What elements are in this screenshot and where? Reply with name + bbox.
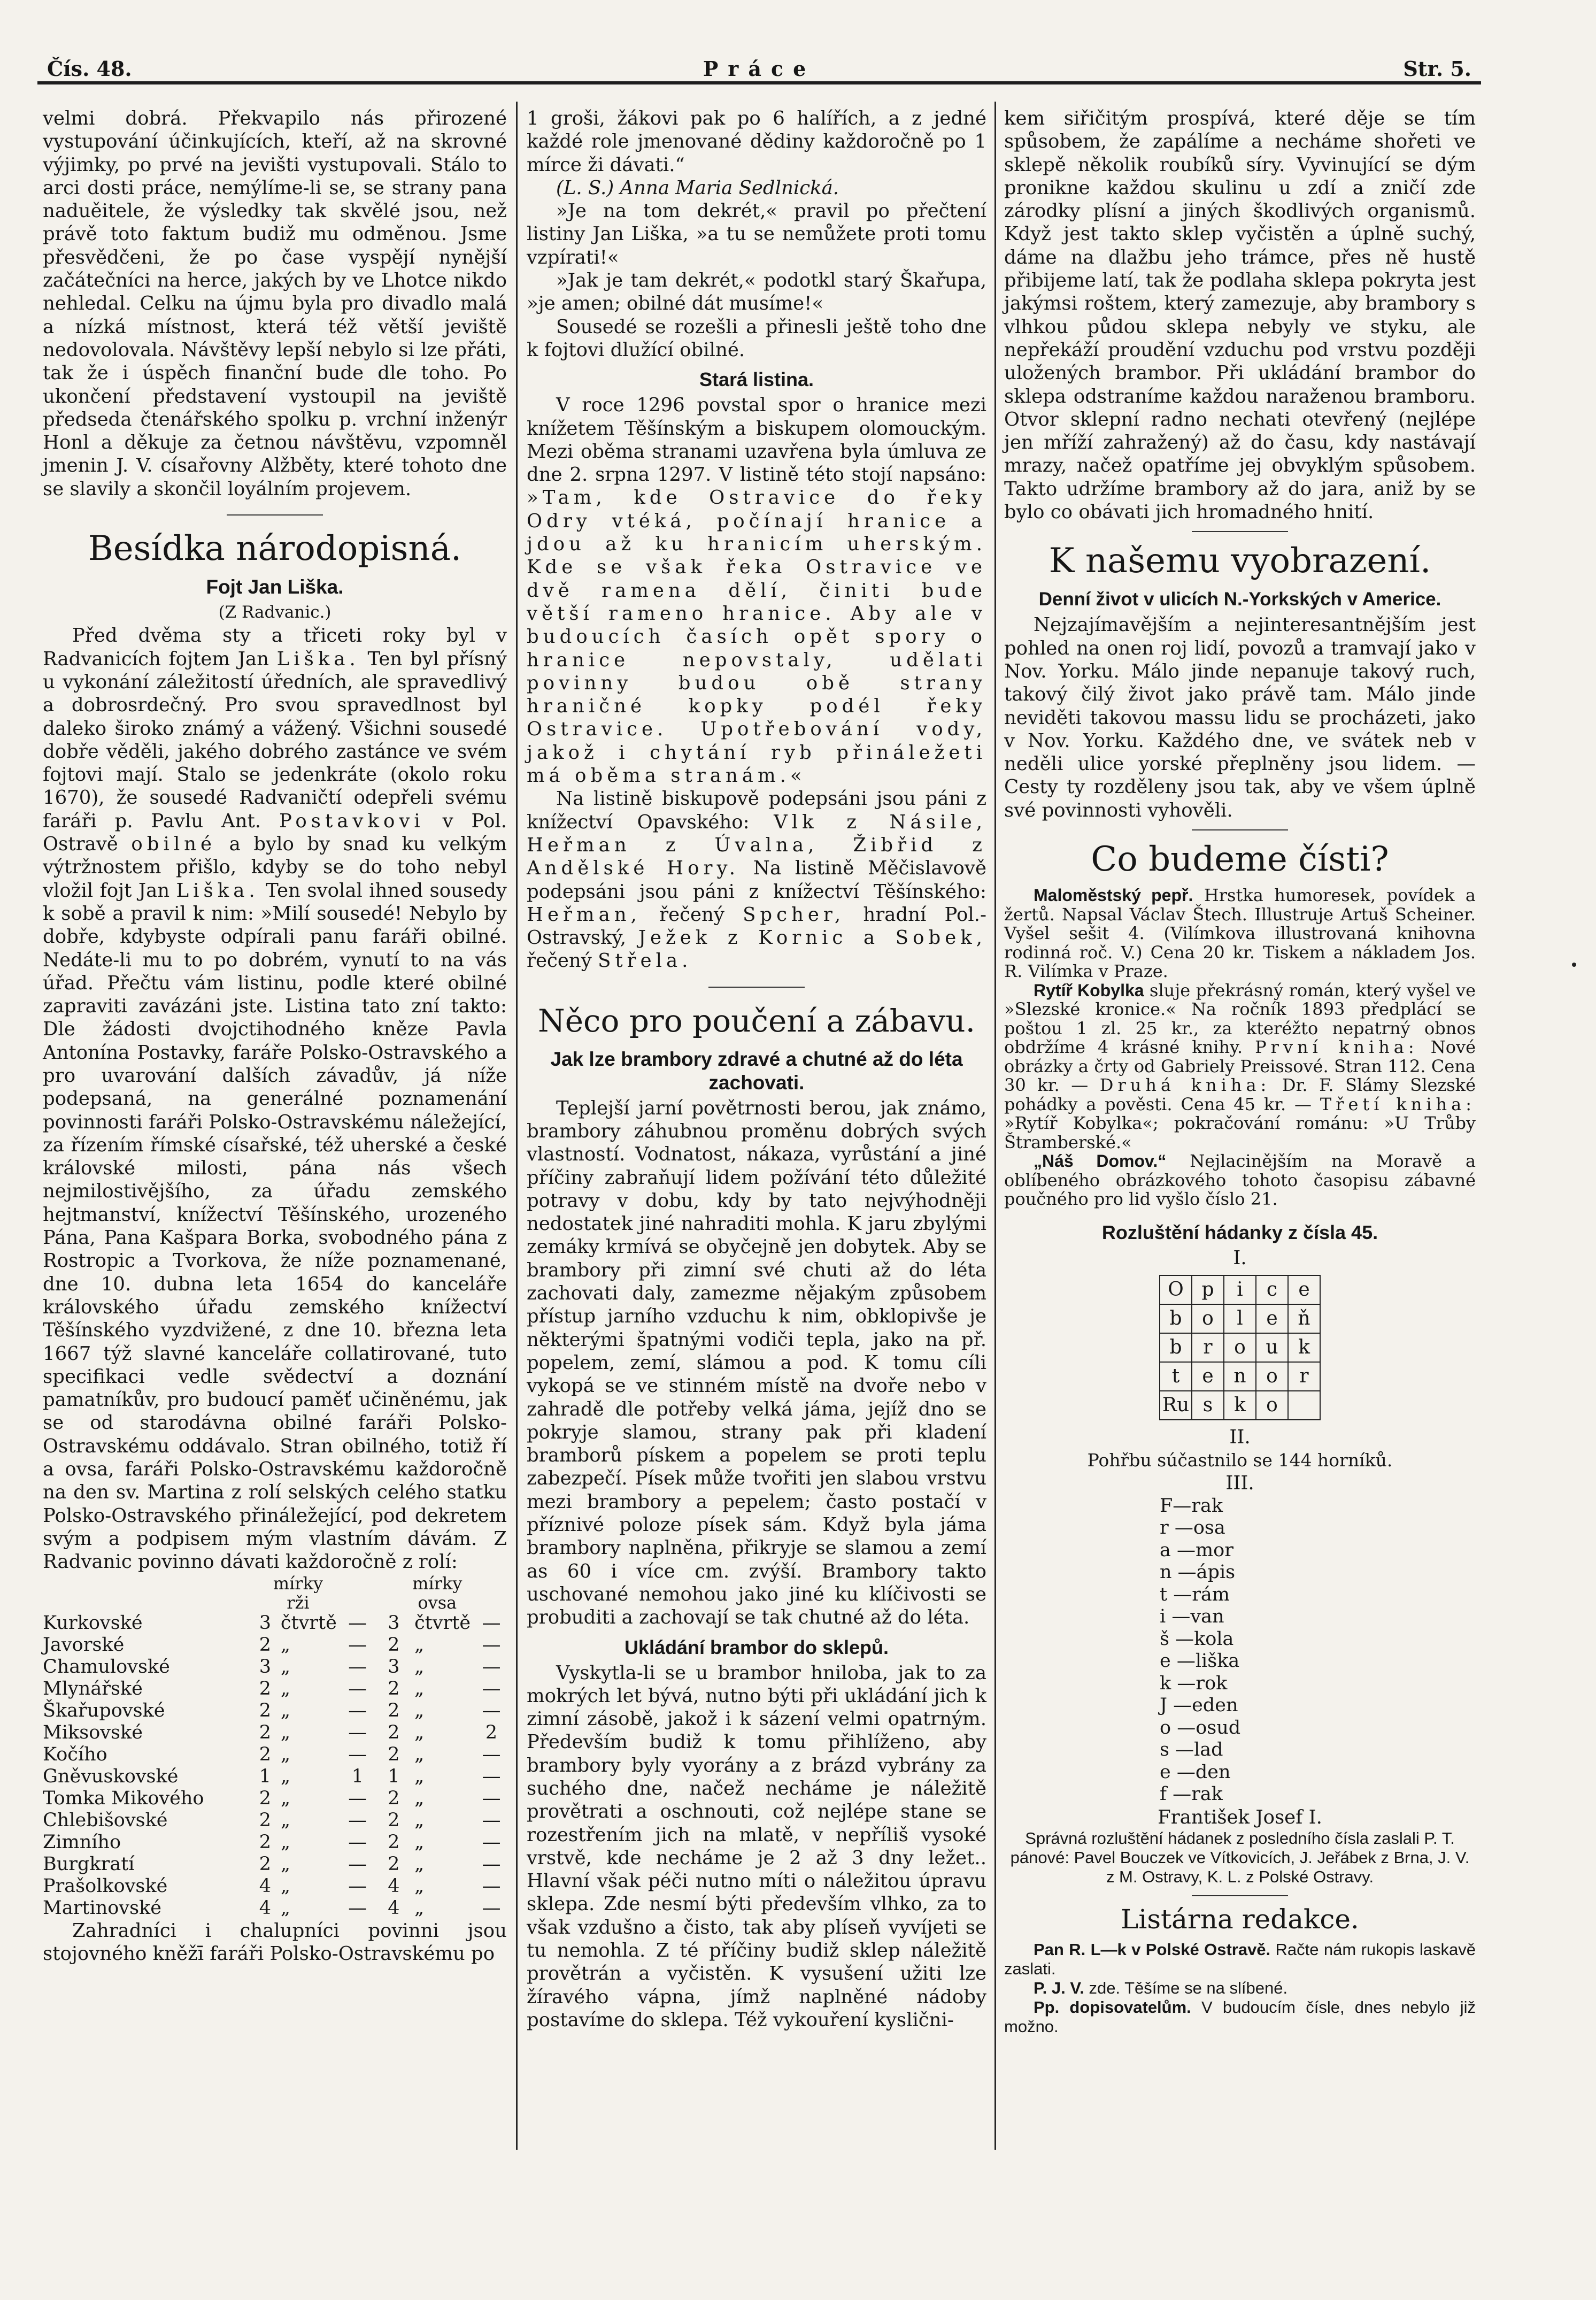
rye-extra: — [348,1831,367,1853]
duty-row-name: Kurkovské [43,1612,143,1634]
puzzle-word: n —ápis [1160,1561,1236,1583]
column-divider-1 [516,102,518,2150]
puzzle-word: t —rám [1160,1583,1230,1605]
review-nas-domov: „Náš Domov.“ Nejlacinějším na Moravě a oblíbeného obrázkového tohoto časopisu zábavné poučného pro lid vyšlo číslo 21. [1004,1151,1476,1210]
duty-row [43,1656,507,1678]
rye-extra: — [348,1853,367,1875]
duty-row [43,1700,507,1722]
duty-row-name: Gněvuskovské [43,1765,179,1787]
duty-row-name: Javorské [43,1634,125,1656]
oats-unit: „ [414,1634,425,1656]
rye-extra: — [348,1634,367,1656]
fojt-dialogue-1: »Je na tom dekrét,« pravil po přečtení listiny Jan Liška, »a tu se nemůžete proti tomu vzpírati!« [527,200,986,268]
rye-count: 2 [259,1634,271,1656]
oats-unit: „ [414,1831,425,1853]
oats-count: 3 [388,1612,400,1634]
rye-unit: „ [280,1699,290,1721]
oats-unit: „ [414,1743,425,1765]
puzzle-cell: b [1160,1304,1192,1333]
oats-unit: „ [414,1678,425,1699]
puzzle-cell: o [1256,1391,1288,1420]
oats-count: 2 [388,1809,400,1831]
puzzle-cell: o [1224,1333,1256,1362]
rye-extra: — [348,1678,367,1699]
rye-unit: „ [280,1831,290,1853]
duty-row-name: Chamulovské [43,1656,170,1678]
duty-row-name: Burgkratí [43,1853,135,1875]
listina-signature: (L. S.) Anna Maria Sedlnická. [556,176,839,199]
puzzle-cell [1288,1391,1320,1420]
puzzle-part-3-label: III. [1225,1472,1254,1495]
puzzle-grid-row [1160,1304,1320,1333]
separator [227,514,323,516]
duty-table-body [43,1612,507,1919]
rye-extra: — [348,1897,367,1919]
oats-count: 1 [388,1765,400,1787]
rye-count: 1 [259,1765,271,1787]
duty-row-name: Chlebišovské [43,1809,168,1831]
print-speck [1572,963,1576,967]
duty-table-header [43,1574,507,1612]
ukladani-text: Vyskytla-li se u brambor hniloba, jak to za mokrých let bývá, nutno býti při ukládání jich k zimní zásobě, jakož i k sázení velmi opatrným. Především budiž k tomu přihlíženo, aby brambory byly vyorány a z brázd vybrány za suchého dne, načež necháme je náležitě provětrati a oschnouti, což nejlépe stane se rozestřením jich na mlatě, v nepříliš vysoké vrstvě, kde necháme je 2 až 3 dny ležet.. Hlavní však péči nutno míti o náležitou úpravu sklepa. Zde nesmí býti především vlhko, za to však vzdušno a čisto, tak aby plíseň vyvíjeti se tu nemohla. Z té příčiny budiž sklep náležitě provětrán a vyčistěn. K vysušení užiti lze žíravého vápna, jímž naplněné nádoby postavíme do sklepa. Též vykouření kyslični- [527,1661,986,2031]
rye-count: 2 [259,1721,271,1743]
oats-extra: — [482,1612,501,1634]
newspaper-title: Práce [703,57,816,81]
column-2 [527,107,986,2032]
oats-unit: „ [414,1897,425,1919]
header-rule [37,81,1481,84]
article-title-stara-listina: Stará listina. [699,368,814,391]
duty-row-name: Mlynářské [43,1678,143,1699]
rye-count: 2 [259,1809,271,1831]
puzzle-word: š —kola [1160,1628,1234,1650]
puzzle-answer-2: Pohřbu súčastnilo se 144 horníků. [1087,1450,1393,1471]
oats-extra: — [482,1656,501,1678]
article-title-fojt: Fojt Jan Liška. [206,576,344,598]
puzzle-word: i —van [1160,1606,1224,1628]
puzzle-cell: O [1160,1275,1192,1304]
rye-count: 3 [259,1656,271,1678]
rye-extra: — [348,1721,367,1743]
rye-unit: „ [280,1634,290,1656]
duty-closing-text: Zahradníci i chalupníci povinni jsou stojovného kněžī faráři Polsko-Ostravskému po [43,1919,507,1965]
rye-count: 4 [259,1897,271,1919]
puzzle-cell: r [1192,1333,1224,1362]
oats-extra: — [482,1743,501,1765]
puzzle-word: F—rak [1160,1495,1223,1517]
column-divider-2 [994,102,996,2150]
rye-unit: čtvrtě [280,1612,337,1634]
article-title-new-york: Denní život v ulicích N.-Yorkských v Americe. [1038,589,1441,610]
listarna-item-3: Pp. dopisovatelům. V budoucím čísle, dnes nebylo již možno. [1004,1998,1476,2036]
rye-unit: „ [280,1765,290,1787]
puzzle-grid-row [1160,1391,1320,1420]
fojt-article-text: Před dvěma sty a třiceti roky byl v Radvanicích fojtem Jan Liška. Ten byl přísný u vykonání záležitostí úředních, ale spravedlivý a dobrosrdečný. Pro svou spravedlnost byl daleko široko známý a vážený. Všichni sousedé dobře věděli, jakého dobrého zastánce ve svém fojtovi mají. Stalo se jedenkráte (okolo roku 1670), že sousedé Radvaničtí odepřeli svému faráři p. Pavlu Ant. Postavkovi v Pol. Ostravě obilné a bylo by snad ku velkým výtržnostem přišlo, kdyby se do toho nebyl vložil fojt Jan Liška. Ten svolal ihned sousedy k sobě a pravil k nim: »Milí sousedé! Nebylo by dobře, kdybyste odpírali panu faráři obilné. Nedáte-li mu to po dobrém, vynutí to na vás úřad. Přečtu vám listinu, podle které obilné zapraviti zavázáni jste. Listina tato zní takto: Dle žádosti dvojctihodného kněze Pavla Antonína Postavky, faráře Polsko-Ostravského a pro uvarování dalších závadův, já níže podepsaná, na generálné poznamenání povinnosti faráři Polsko-Ostravskému náležející, za řízením římské císařské, též uherské a české královské milosti, pána nás všech nejmilostivějšího, za úřadu zemského hejtmanství, knížectví Těšínského, urozeného Pána, Pana Kašpara Borka, svobodného pána z Rostropic a Tvorkova, že níže poznamenané, dne 10. dubna leta 1654 do kanceláře královského úřadu zemského knížectví Těšínského vyzdvižené, z dne 10. března leta 1667 týž slavné kanceláře collatirované, tuto specifikaci vedle svědectví a doznání pamatníkův, pro budoucí paměť učiněnému, jak se od starodávna obilné faráři Polsko-Ostravskému oddávalo. Stran obilného, totiž ří a ovsa, faráři Polsko-Ostravskému každoročně na den sv. Martina z rolí selských celého statku Polsko-Ostravského přináležející, pod dekretem svým a podpisem mým vlastním dávám. Z Radvanic povinno dávati každoročně z rolí: [43,625,507,1573]
fojt-dialogue-2: »Jak je tam dekrét,« podotkl starý Škařupa, »je amen; obilné dát musíme!« [527,270,986,315]
duty-row [43,1853,507,1875]
rye-unit: „ [280,1787,290,1809]
section-title-vyobrazeni: K našemu vyobrazení. [1048,541,1431,581]
rye-extra: — [348,1787,367,1809]
puzzle-cell: k [1224,1391,1256,1420]
rye-count: 2 [259,1787,271,1809]
oats-unit: čtvrtě [414,1612,471,1634]
oats-unit: „ [414,1656,425,1678]
oats-unit: „ [414,1787,425,1809]
rye-extra: — [348,1612,367,1634]
duty-row [43,1634,507,1656]
separator [708,987,805,988]
puzzle-grid-row [1160,1362,1320,1391]
oats-unit: „ [414,1875,425,1897]
oats-extra: — [482,1787,501,1809]
puzzle-cell: o [1256,1362,1288,1391]
puzzle-word: e —den [1160,1761,1231,1783]
puzzle-cell: t [1160,1362,1192,1391]
oats-unit: „ [414,1853,425,1875]
rye-extra: — [348,1743,367,1765]
duty-row [43,1788,507,1810]
oats-count: 2 [388,1634,400,1656]
oats-extra: — [482,1853,501,1875]
duty-row [43,1875,507,1897]
oats-count: 2 [388,1721,400,1743]
rye-extra: — [348,1809,367,1831]
stara-listina-text: V roce 1296 povstal spor o hranice mezi knížetem Těšínským a biskupem olomouckým. Mezi oběma stranami uzavřena byla úmluva ze dne 2. srpna 1297. V listině této stojí napsáno: »Tam, kde Ostravice do řeky Odry vtéká, počínají hranice a jdou až ku hranicím uherským. Kde se však řeka Ostravice ve dvě ramena dělí, činiti bude větší rameno hranice. Aby ale v budoucích časích opět spory o hranice nepovstaly, udělati povinny budou obě strany hraničné kopky podél řeky Ostravice. Upotřebování vody, jakož i chytání ryb přináležeti má oběma stranám.« [527,394,986,787]
rye-unit: „ [280,1656,290,1678]
puzzle-cell: Ru [1160,1391,1192,1420]
puzzle-cell: s [1192,1391,1224,1420]
oats-extra: — [482,1875,501,1897]
puzzle-grid-row [1160,1275,1320,1304]
rye-count: 4 [259,1875,271,1897]
rye-count: 2 [259,1699,271,1721]
duty-row-name: Tomka Mikového [43,1787,204,1809]
section-title-cist: Co budeme čísti? [1091,840,1389,880]
new-york-text: Nejzajímavějším a nejinteresantnějším jest pohled na onen roj lidí, povozů a tramvají jako v Nov. Yorku. Málo jinde nepanuje takový ruch, takový čilý život jako právě tam. Málo jinde neviděti takovou massu lidu se procházeti, jako v Nov. Yorku. Každého dne, ve svátek neb v neděli ulice yorské přeplněny jsou lidem. — Cesty ty rozděleny jsou tak, aby ve všem úplně své povinnosti vyhověli. [1004,614,1476,821]
puzzle-word-list [1160,1495,1320,1806]
oats-extra: — [482,1699,501,1721]
rye-unit: „ [280,1809,290,1831]
puzzle-cell: p [1192,1275,1224,1304]
byline: (Z Radvanic.) [218,603,331,622]
separator [1192,1895,1288,1896]
listarna-item-1: Pan R. L—k v Polské Ostravě. Račte nám rukopis laskavě zaslati. [1004,1940,1476,1978]
puzzle-cell: c [1256,1275,1288,1304]
section-title-besidka: Besídka národopisná. [88,529,462,569]
separator [1192,829,1288,830]
puzzle-cell: i [1224,1275,1256,1304]
puzzle-cell: k [1288,1333,1320,1362]
puzzle-cell: u [1256,1333,1288,1362]
puzzle-grid [1159,1275,1321,1420]
puzzle-part-1-label: I. [1233,1247,1247,1269]
duty-row-name: Miksovské [43,1721,143,1743]
duty-row [43,1810,507,1832]
rye-count: 2 [259,1853,271,1875]
rye-count: 2 [259,1743,271,1765]
oats-count: 4 [388,1897,400,1919]
issue-number: Čís. 48. [47,57,132,81]
oats-extra: — [482,1765,501,1787]
oats-count: 2 [388,1678,400,1699]
oats-count: 2 [388,1853,400,1875]
oats-unit: „ [414,1809,425,1831]
puzzle-grid-row [1160,1333,1320,1362]
puzzle-solvers: Správná rozluštění hádanek z posledního čísla zaslali P. T. pánové: Pavel Bouczek ve Vítkovicích, J. Jeřábek z Brna, J. V. z M. Ostravy, K. L. z Polské Ostravy. [1010,1829,1470,1886]
duty-row [43,1897,507,1919]
rye-unit: „ [280,1875,290,1897]
theatre-report-text: velmi dobrá. Překvapilo nás přirozené vystupování účinkujících, kteří, až na skrovné výjimky, po prvé na jevišti vystupovali. Stálo to arci dosti práce, nemýlíme-li se, se strany pana naduěitele, že výsledky tak skvělé jsou, než právě toto faktum budiž mu odměnou. Jsme přesvědčeni, že po čase vyspějí nynější začátečníci na herce, jakých by ve Lhotce nikdo nehledal. Celku na újmu byla pro divadlo malá a nízká místnost, která též větší jeviště nedovolovala. Návštěvy lepší nebylo si lze přáti, tak že i úspěch finanční bude dle toho. Po ukončení představení vystoupil na jeviště předseda čtenářského spolku p. vrchní inženýr Honl a děkuje za četnou návštěvu, vzpomněl jmenin J. V. císařovny Alžběty, které tohoto dne se slavily a skončil loyálním projevem. [43,107,507,500]
fojt-ending: Sousedé se rozešli a přinesli ještě toho dne k fojtovi dlužící obilné. [527,316,986,361]
puzzle-word: a —mor [1160,1539,1233,1561]
duty-table [43,1574,507,1612]
puzzle-word: J —eden [1160,1695,1238,1717]
article-title-brambory: Jak lze brambory zdravé a chutné až do léta zachovati. [550,1048,963,1094]
rye-unit: „ [280,1678,290,1699]
duty-row [43,1678,507,1700]
duty-row [43,1612,507,1634]
puzzle-word: k —rok [1160,1672,1228,1694]
listina-ending: 1 groši, žákovi pak po 6 halířích, a z jedné každé role jmenované dědiny každoročně po 1 mírce ži dávati.“ [527,107,986,176]
signatories-text: Na listině biskupově podepsáni jsou páni z knížectví Opavského: Vlk z Násile, Heřman z Úvalna, Žibřid z Andělské Hory. Na listině Měčislavově podepsáni jsou páni z knížectví Těšínského: Heřman, řečený Spcher, hradní Pol.-Ostravský, Ježek z Kornic a Sobek, řečený Střela. [527,788,987,972]
review-kobylka: Rytíř Kobylka sluje překrásný román, který vyšel ve »Slezské kronice.« Na ročník 1893 předplácí se poštou 1 zl. 25 kr., za kteréžto nepatrný obnos obdržíme 4 krásné knihy. První kniha: Nové obrázky a črty od Gabriely Preissové. Stran 112. Cena 30 kr. — Druhá kniha: Dr. F. Slámy Slezské pohádky a pověsti. Cena 45 kr. — Třetí kniha: »Rytíř Kobylka«; pokračování románu: »U Trůby Štramberské.« [1004,980,1476,1152]
duty-row-name: Martinovské [43,1897,161,1919]
duty-row [43,1766,507,1788]
rye-unit: „ [280,1743,290,1765]
duty-row-name: Zimního [43,1831,121,1853]
puzzle-cell: o [1192,1304,1224,1333]
column-1 [43,107,507,1965]
oats-extra: — [482,1809,501,1831]
puzzle-word: e —liška [1160,1650,1240,1672]
duty-row [43,1832,507,1853]
oats-extra: — [482,1831,501,1853]
puzzle-cell: e [1192,1362,1224,1391]
separator [1192,531,1288,532]
oats-count: 2 [388,1787,400,1809]
duty-row-name: Škařupovské [43,1699,165,1721]
puzzle-word: f —rak [1160,1783,1223,1805]
puzzle-cell: l [1224,1304,1256,1333]
puzzle-word: r —osa [1160,1517,1225,1539]
puzzle-cell: ň [1288,1304,1320,1333]
oats-extra: — [482,1634,501,1656]
review-pepr: Maloměstský pepř. Hrstka humoresek, povídek a žertů. Napsal Václav Štech. Illustruje Artuš Scheiner. Vyšel sešit 4. (Vilímkova illustrovaná knihovna rodinná roč. V.) Cena 20 kr. Tiskem a nákladem Jos. R. Vilímka v Praze. [1004,885,1476,982]
rye-count: 2 [259,1831,271,1853]
section-title-listarna: Listárna redakce. [1121,1904,1359,1935]
oats-count: 2 [388,1831,400,1853]
ukladani-continued: kem siřičitým prospívá, které děje se tím spůsobem, že zapálíme a necháme shořeti ve sklepě několik roubíků síry. Vyvinující se dým pronikne každou skulinu u zdí a zničí zde zárodky plísní a jiných škodlivých organismů. Když jest takto sklep vyčistěn a úplně suchý, dáme na dlažbu jeho trámce, přes ně hustě přibijeme latí, tak že podlaha sklepa pokryta jest jakýmsi roštem, který zamezuje, aby brambory s vlhkou půdou sklepa nebyly ve styku, ale nepřekáží proudění vzduchu pod vrstvu později uložených brambor. Při ukládání brambor do sklepa odstraníme každou naraženou bramboru. Otvor sklepní radno nechati otevřený (nejlépe jen mříží zahražený) až do času, kdy nastávají mrazy, načež opatříme jej obvyklým spůsobem. Takto udržíme brambory až do jara, aniž by se bylo co obávati jich hromadného hnití. [1004,107,1476,524]
puzzle-solution-title: Rozluštění hádanky z čísla 45. [1101,1221,1378,1243]
puzzle-cell: e [1256,1304,1288,1333]
puzzle-cell: e [1288,1275,1320,1304]
rye-extra: — [348,1656,367,1678]
rye-count: 2 [259,1678,271,1699]
oats-count: 4 [388,1875,400,1897]
oats-extra: 2 [485,1721,498,1743]
rye-header: mírky rži [273,1573,323,1613]
oats-count: 2 [388,1699,400,1721]
oats-extra: — [482,1897,501,1919]
page-number: Str. 5. [1403,57,1471,81]
duty-row [43,1744,507,1766]
rye-extra: — [348,1699,367,1721]
rye-extra: — [348,1875,367,1897]
puzzle-part-2-label: II. [1229,1426,1251,1448]
puzzle-word: o —osud [1160,1717,1241,1739]
oats-count: 2 [388,1743,400,1765]
puzzle-cell: b [1160,1333,1192,1362]
oats-unit: „ [414,1699,425,1721]
rye-extra: 1 [351,1765,364,1787]
section-title-pouceni: Něco pro poučení a zábavu. [537,1002,976,1039]
puzzle-word: s —lad [1160,1739,1223,1761]
rye-unit: „ [280,1853,290,1875]
rye-unit: „ [280,1721,290,1743]
duty-row-name: Kočího [43,1743,107,1765]
duty-row [43,1722,507,1744]
oats-count: 3 [388,1656,400,1678]
article-title-ukladani: Ukládání brambor do sklepů. [624,1636,889,1658]
oats-extra: — [482,1678,501,1699]
oats-unit: „ [414,1765,425,1787]
oats-header: mírky ovsa [412,1573,462,1613]
column-3 [1004,107,1476,2036]
rye-unit: „ [280,1897,290,1919]
brambory-text: Teplejší jarní povětrnosti berou, jak známo, brambory záhubnou proměnu dobrých svých vlastností. Vodnatost, nákaza, vyrůstání a jiné příčiny zabraňují lidem požívání této důležité potravy v dobu, kdy by tato nejvýhodněji nedostatek jiné nahraditi mohla. K jaru zbylými zemáky krmívá se obyčejně jen dobytek. Aby se brambory při zimní své chuti až do léta zachovati daly, zamezme nějakým způsobem přístup jarního vzduchu k nim, obklopivše je některými špatnými vodiči tepla, jako na př. popelem, zemí, slámou a pod. K tomu cíli vykopá se ve stinném místě na dvoře nebo v zahradě dle potřeby velká jáma, jejíž dno se pokryje slamou, strany pak při kladení bramborů pískem a popelem se proti teplu zabezpečí. Písek může tvořiti jen slabou vrstvu mezi brambory a pepelem; často postačí v příznivé poloze písek sám. Když byla jáma brambory naplněna, přikryje se slamou a zemí as 60 i více cm. zvýší. Brambory takto uschované nemohou jako jiné ku klíčivosti se probuditi a zachovají se tak chutné až do léta. [527,1097,986,1629]
puzzle-cell: r [1288,1362,1320,1391]
duty-row-name: Prašolkovské [43,1875,168,1897]
puzzle-cell: n [1224,1362,1256,1391]
listarna-item-2: P. J. V. zde. Těšíme se na slíbené. [1034,1979,1288,1997]
puzzle-answer-3: František Josef I. [1158,1806,1322,1828]
oats-unit: „ [414,1721,425,1743]
rye-count: 3 [259,1612,271,1634]
